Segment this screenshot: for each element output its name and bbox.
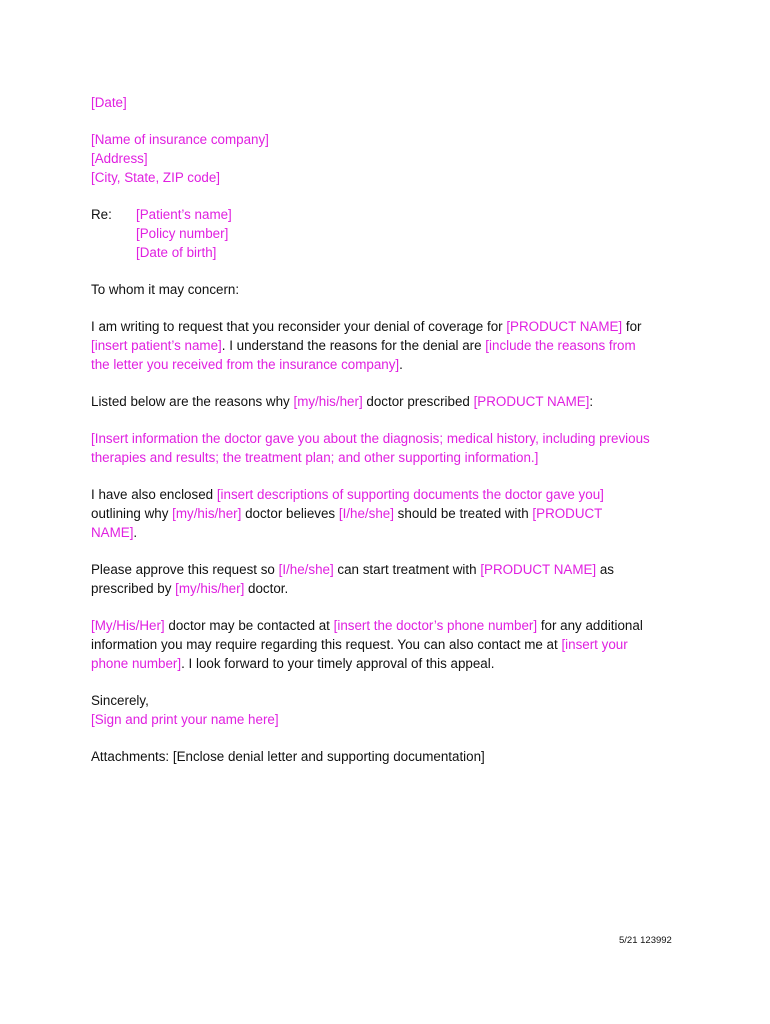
- p1-text-a: I am writing to request that you reconsider your denial of coverage for: [91, 319, 507, 334]
- date-block: [91, 93, 691, 112]
- p5-text-a: Please approve this request so: [91, 562, 279, 577]
- letter-body: [91, 93, 691, 784]
- attachments-text: Attachments: [Enclose denial letter and supporting documentation]: [91, 749, 485, 764]
- sincerely-text: Sincerely,: [91, 693, 149, 708]
- your-phone-placeholder-part1: [insert your: [561, 637, 628, 652]
- footer-code: 5/21 123992: [619, 935, 672, 946]
- product-name-placeholder: [PRODUCT NAME]: [506, 319, 623, 334]
- p4-text-d: should be treated with: [393, 506, 533, 521]
- p6-text-d: . I look forward to your timely approval of this appeal.: [181, 656, 495, 671]
- p4-text-e: .: [133, 525, 138, 540]
- p6-text-a: doctor may be contacted at: [164, 618, 334, 633]
- re-lines: [136, 205, 232, 262]
- doctor-info-placeholder-line1: [Insert information the doctor gave you about the diagnosis; medical history, including previous: [91, 431, 650, 446]
- date-of-birth-placeholder: [Date of birth]: [136, 245, 217, 260]
- p1-text-c: . I understand the reasons for the denial are: [221, 338, 486, 353]
- p5-text-c: as: [596, 562, 615, 577]
- recipient-block: [91, 130, 691, 187]
- p2-text-b: doctor prescribed: [362, 394, 474, 409]
- denial-reasons-placeholder-part1: [include the reasons from: [485, 338, 636, 353]
- date-placeholder: [Date]: [91, 95, 127, 110]
- re-label: Re:: [91, 207, 112, 222]
- address-placeholder: [Address]: [91, 151, 148, 166]
- p6-text-c: information you may require regarding this request. You can also contact me at: [91, 637, 562, 652]
- paragraph-reconsider: [91, 317, 691, 374]
- paragraph-contact: [91, 616, 691, 673]
- pronoun-placeholder: [my/his/her]: [172, 506, 242, 521]
- pronoun-placeholder: [my/his/her]: [175, 581, 245, 596]
- p5-text-b: can start treatment with: [333, 562, 481, 577]
- re-block: [91, 205, 691, 262]
- capital-pronoun-placeholder: [My/His/Her]: [91, 618, 165, 633]
- p6-text-b: for any additional: [537, 618, 643, 633]
- p2-text-a: Listed below are the reasons why: [91, 394, 294, 409]
- p4-text-c: doctor believes: [241, 506, 339, 521]
- p4-text-a: I have also enclosed: [91, 487, 217, 502]
- product-name-placeholder-part1: [PRODUCT: [532, 506, 603, 521]
- paragraph-enclosed: [91, 485, 691, 542]
- product-name-placeholder: [PRODUCT NAME]: [473, 394, 590, 409]
- doctor-info-placeholder-line2: therapies and results; the treatment plan; and other supporting information.]: [91, 450, 539, 465]
- denial-reasons-placeholder-part2: the letter you received from the insurance company]: [91, 357, 400, 372]
- policy-number-placeholder: [Policy number]: [136, 226, 229, 241]
- salutation-text: To whom it may concern:: [91, 282, 240, 297]
- paragraph-approve: [91, 560, 691, 598]
- doctor-phone-placeholder: [insert the doctor’s phone number]: [333, 618, 538, 633]
- patient-name-placeholder: [Patient’s name]: [136, 207, 232, 222]
- attachments-block: [91, 747, 691, 766]
- closing-block: [91, 691, 691, 729]
- p1-text-b: for: [622, 319, 642, 334]
- your-phone-placeholder-part2: phone number]: [91, 656, 182, 671]
- paragraph-doctor-info: [91, 429, 691, 467]
- product-name-placeholder-part2: NAME]: [91, 525, 134, 540]
- supporting-docs-placeholder: [insert descriptions of supporting documents the doctor gave you]: [216, 487, 604, 502]
- salutation: [91, 280, 691, 299]
- signature-placeholder: [Sign and print your name here]: [91, 712, 279, 727]
- p2-text-c: :: [589, 394, 594, 409]
- patient-name-inline-placeholder: [insert patient’s name]: [91, 338, 222, 353]
- p1-text-d: .: [399, 357, 403, 372]
- subject-pronoun-placeholder: [I/he/she]: [338, 506, 394, 521]
- product-name-placeholder: [PRODUCT NAME]: [480, 562, 597, 577]
- insurance-company-placeholder: [Name of insurance company]: [91, 132, 269, 147]
- city-state-zip-placeholder: [City, State, ZIP code]: [91, 170, 221, 185]
- p5-text-e: doctor.: [244, 581, 289, 596]
- p5-text-d: prescribed by: [91, 581, 176, 596]
- p4-text-b: outlining why: [91, 506, 173, 521]
- pronoun-placeholder: [my/his/her]: [293, 394, 363, 409]
- paragraph-reasons: [91, 392, 691, 411]
- subject-pronoun-placeholder: [I/he/she]: [278, 562, 334, 577]
